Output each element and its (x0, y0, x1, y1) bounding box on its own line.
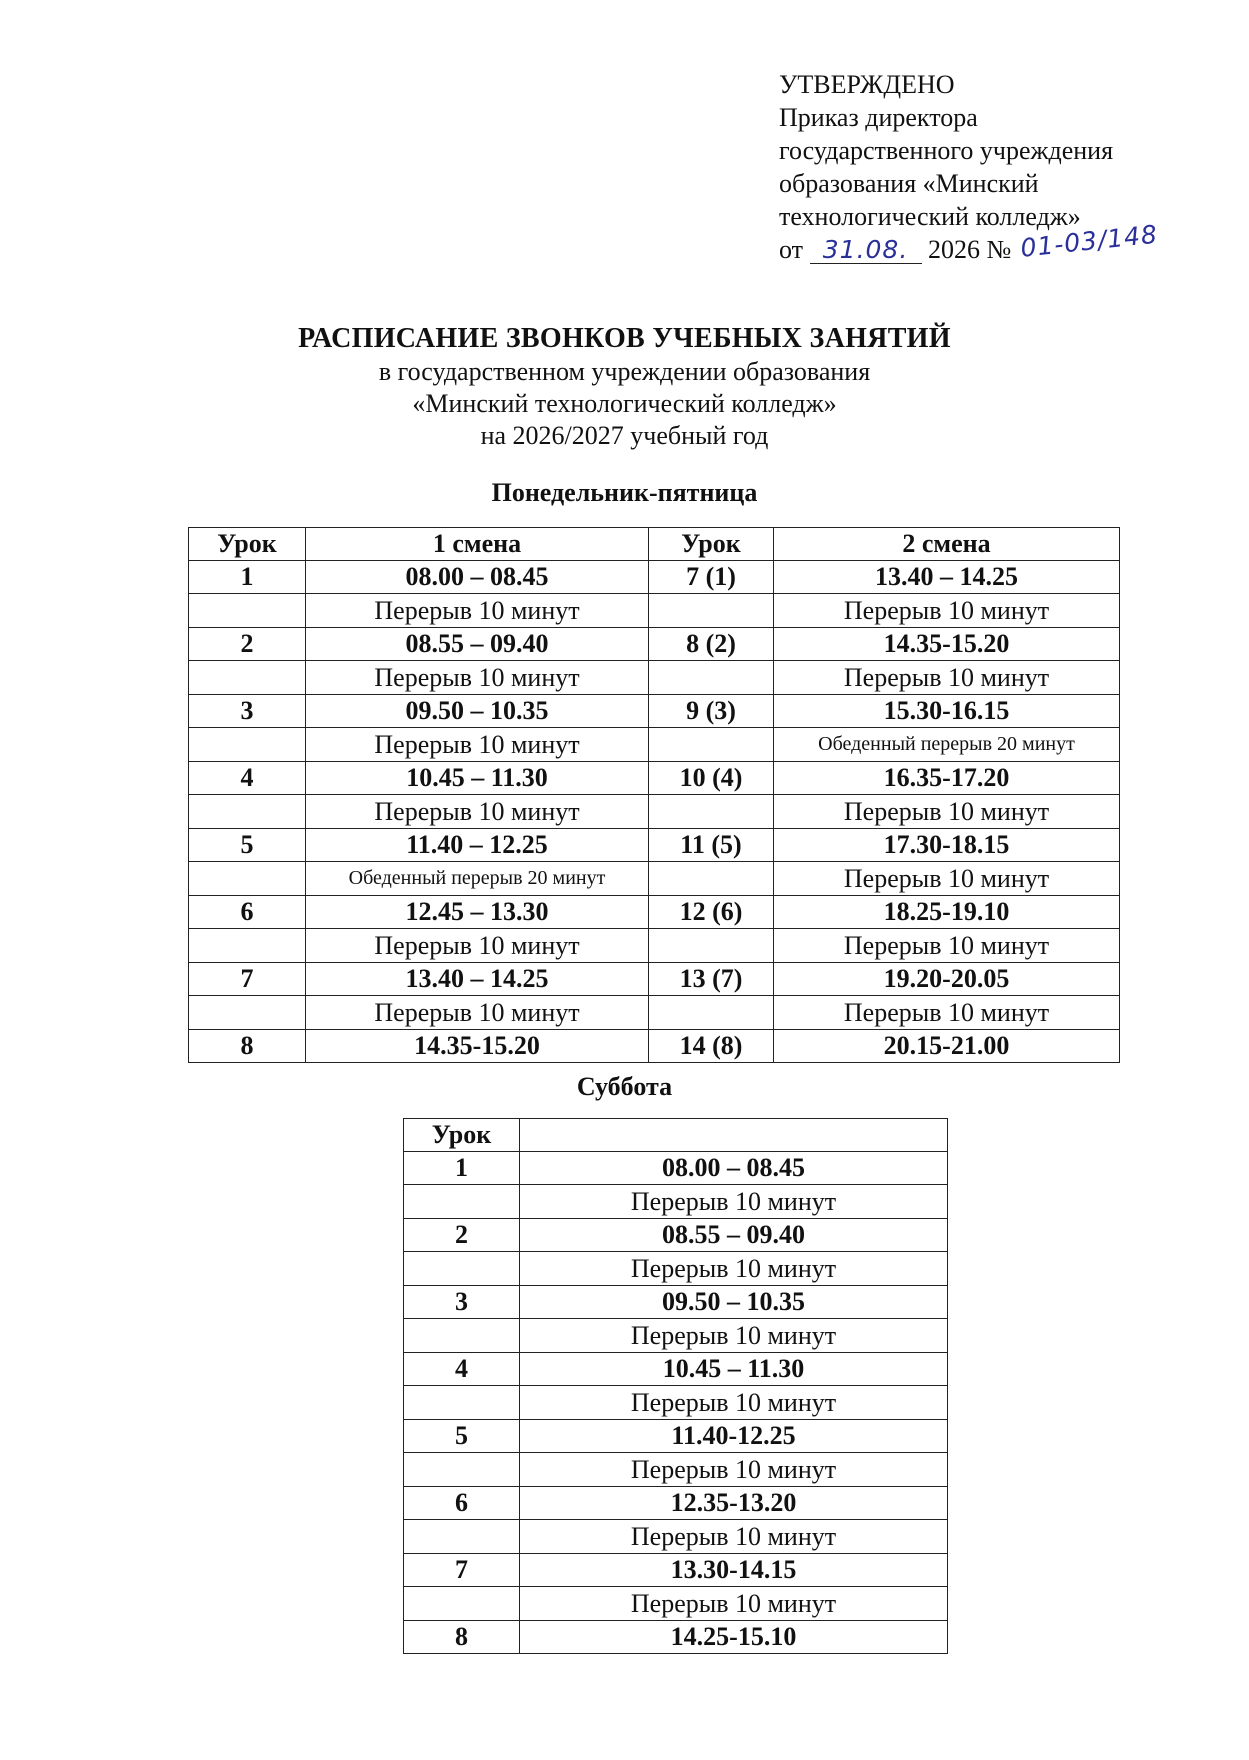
lesson-time: 11.40 – 12.25 (306, 829, 649, 862)
break-row (404, 1520, 948, 1554)
break-text: Перерыв 10 минут (774, 996, 1120, 1030)
table-row (189, 695, 1120, 728)
heading-line-3: на 2026/2027 учебный год (480, 421, 769, 450)
lesson-number: 7 (404, 1554, 520, 1587)
year-number-label: 2026 № (928, 235, 1012, 264)
column-header: 2 смена (774, 528, 1120, 561)
lesson-time: 12.35-13.20 (520, 1487, 948, 1520)
break-row (189, 862, 1120, 896)
lesson-time: 19.20-20.05 (774, 963, 1120, 996)
table-row (189, 561, 1120, 594)
lesson-time: 18.25-19.10 (774, 896, 1120, 929)
lesson-time: 11.40-12.25 (520, 1420, 948, 1453)
column-header: 1 смена (306, 528, 649, 561)
lesson-time: 14.35-15.20 (306, 1030, 649, 1063)
lesson-time: 14.25-15.10 (520, 1621, 948, 1654)
lesson-number: 14 (8) (649, 1030, 774, 1063)
break-row (404, 1587, 948, 1621)
lesson-time: 08.55 – 09.40 (520, 1219, 948, 1252)
break-text: Перерыв 10 минут (306, 795, 649, 829)
table-row (404, 1219, 948, 1252)
order-line-1: Приказ директора (779, 103, 978, 132)
lesson-time: 09.50 – 10.35 (520, 1286, 948, 1319)
lesson-number: 6 (189, 896, 306, 929)
table-row (189, 1030, 1120, 1063)
lesson-number: 7 (1) (649, 561, 774, 594)
lesson-number: 6 (404, 1487, 520, 1520)
lesson-number: 8 (189, 1030, 306, 1063)
lesson-time: 08.00 – 08.45 (520, 1152, 948, 1185)
lesson-number: 11 (5) (649, 829, 774, 862)
lesson-time: 15.30-16.15 (774, 695, 1120, 728)
weekday-schedule-table (188, 527, 1120, 1063)
weekday-section-title: Понедельник-пятница (491, 478, 758, 507)
heading-line-1: в государственном учреждении образования (378, 357, 871, 386)
break-row (189, 594, 1120, 628)
break-text: Перерыв 10 минут (520, 1319, 948, 1353)
break-text: Перерыв 10 минут (520, 1587, 948, 1621)
lesson-time: 16.35-17.20 (774, 762, 1120, 795)
break-text: Перерыв 10 минут (520, 1252, 948, 1286)
table-row (189, 896, 1120, 929)
lesson-time: 17.30-18.15 (774, 829, 1120, 862)
column-header: Урок (649, 528, 774, 561)
lesson-number: 1 (189, 561, 306, 594)
order-date-field (810, 237, 922, 264)
lesson-number: 3 (189, 695, 306, 728)
table-row (189, 963, 1120, 996)
table-row (404, 1621, 948, 1654)
break-row (404, 1252, 948, 1286)
lesson-time: 13.40 – 14.25 (774, 561, 1120, 594)
order-line-3: образования «Минский (779, 169, 1039, 198)
lesson-time: 12.45 – 13.30 (306, 896, 649, 929)
lesson-time: 08.55 – 09.40 (306, 628, 649, 661)
break-text: Перерыв 10 минут (520, 1386, 948, 1420)
order-line-2: государственного учреждения (779, 136, 1114, 165)
break-text: Перерыв 10 минут (774, 929, 1120, 963)
break-row (404, 1386, 948, 1420)
column-header: Урок (189, 528, 306, 561)
break-row (189, 728, 1120, 762)
break-row (189, 996, 1120, 1030)
break-text: Перерыв 10 минут (306, 661, 649, 695)
break-text: Перерыв 10 минут (306, 728, 649, 762)
table-row (404, 1554, 948, 1587)
lesson-time: 20.15-21.00 (774, 1030, 1120, 1063)
lesson-number: 12 (6) (649, 896, 774, 929)
lesson-time: 08.00 – 08.45 (306, 561, 649, 594)
break-text: Перерыв 10 минут (774, 795, 1120, 829)
document-heading (0, 322, 1249, 452)
lesson-time: 13.30-14.15 (520, 1554, 948, 1587)
lesson-number: 3 (404, 1286, 520, 1319)
break-row (404, 1185, 948, 1219)
saturday-schedule-table (403, 1118, 948, 1654)
break-row (404, 1453, 948, 1487)
break-text: Перерыв 10 минут (306, 594, 649, 628)
saturday-section-title: Суббота (576, 1072, 673, 1101)
column-header: Урок (404, 1119, 520, 1152)
lesson-time: 10.45 – 11.30 (306, 762, 649, 795)
break-row (189, 661, 1120, 695)
break-text: Перерыв 10 минут (520, 1520, 948, 1554)
table-row (404, 1420, 948, 1453)
heading-line-2: «Минский технологический колледж» (412, 389, 837, 418)
lesson-number: 2 (404, 1219, 520, 1252)
order-line-4: технологический колледж» (779, 202, 1081, 231)
lesson-time: 10.45 – 11.30 (520, 1353, 948, 1386)
handwritten-order-number: 01-03/148 (1019, 219, 1160, 263)
table-row (189, 829, 1120, 862)
lesson-number: 2 (189, 628, 306, 661)
lesson-time: 14.35-15.20 (774, 628, 1120, 661)
break-text: Перерыв 10 минут (774, 661, 1120, 695)
break-text: Перерыв 10 минут (520, 1453, 948, 1487)
table-header-row (404, 1119, 948, 1152)
document-title: РАСПИСАНИЕ ЗВОНКОВ УЧЕБНЫХ ЗАНЯТИЙ (298, 323, 951, 354)
column-header (520, 1119, 948, 1152)
table-row (404, 1152, 948, 1185)
lesson-number: 4 (189, 762, 306, 795)
lesson-number: 13 (7) (649, 963, 774, 996)
lesson-number: 1 (404, 1152, 520, 1185)
approval-stamp-block (779, 68, 1219, 266)
table-row (404, 1353, 948, 1386)
lunch-break-text: Обеденный перерыв 20 минут (774, 728, 1120, 762)
order-date-line (779, 219, 1219, 266)
approved-label: УТВЕРЖДЕНО (779, 70, 955, 99)
break-row (189, 795, 1120, 829)
break-text: Перерыв 10 минут (520, 1185, 948, 1219)
lunch-break-text: Обеденный перерыв 20 минут (306, 862, 649, 896)
break-text: Перерыв 10 минут (774, 862, 1120, 896)
lesson-number: 9 (3) (649, 695, 774, 728)
lesson-number: 8 (2) (649, 628, 774, 661)
table-row (404, 1286, 948, 1319)
lesson-number: 7 (189, 963, 306, 996)
lesson-number: 5 (189, 829, 306, 862)
break-text: Перерыв 10 минут (306, 929, 649, 963)
lesson-number: 4 (404, 1353, 520, 1386)
lesson-number: 5 (404, 1420, 520, 1453)
lesson-time: 13.40 – 14.25 (306, 963, 649, 996)
from-label: от (779, 235, 804, 264)
lesson-number: 10 (4) (649, 762, 774, 795)
break-text: Перерыв 10 минут (306, 996, 649, 1030)
handwritten-date: 31.08. (822, 235, 909, 264)
break-row (404, 1319, 948, 1353)
table-row (404, 1487, 948, 1520)
table-row (189, 628, 1120, 661)
table-header-row (189, 528, 1120, 561)
break-text: Перерыв 10 минут (774, 594, 1120, 628)
table-row (189, 762, 1120, 795)
lesson-time: 09.50 – 10.35 (306, 695, 649, 728)
break-row (189, 929, 1120, 963)
lesson-number: 8 (404, 1621, 520, 1654)
